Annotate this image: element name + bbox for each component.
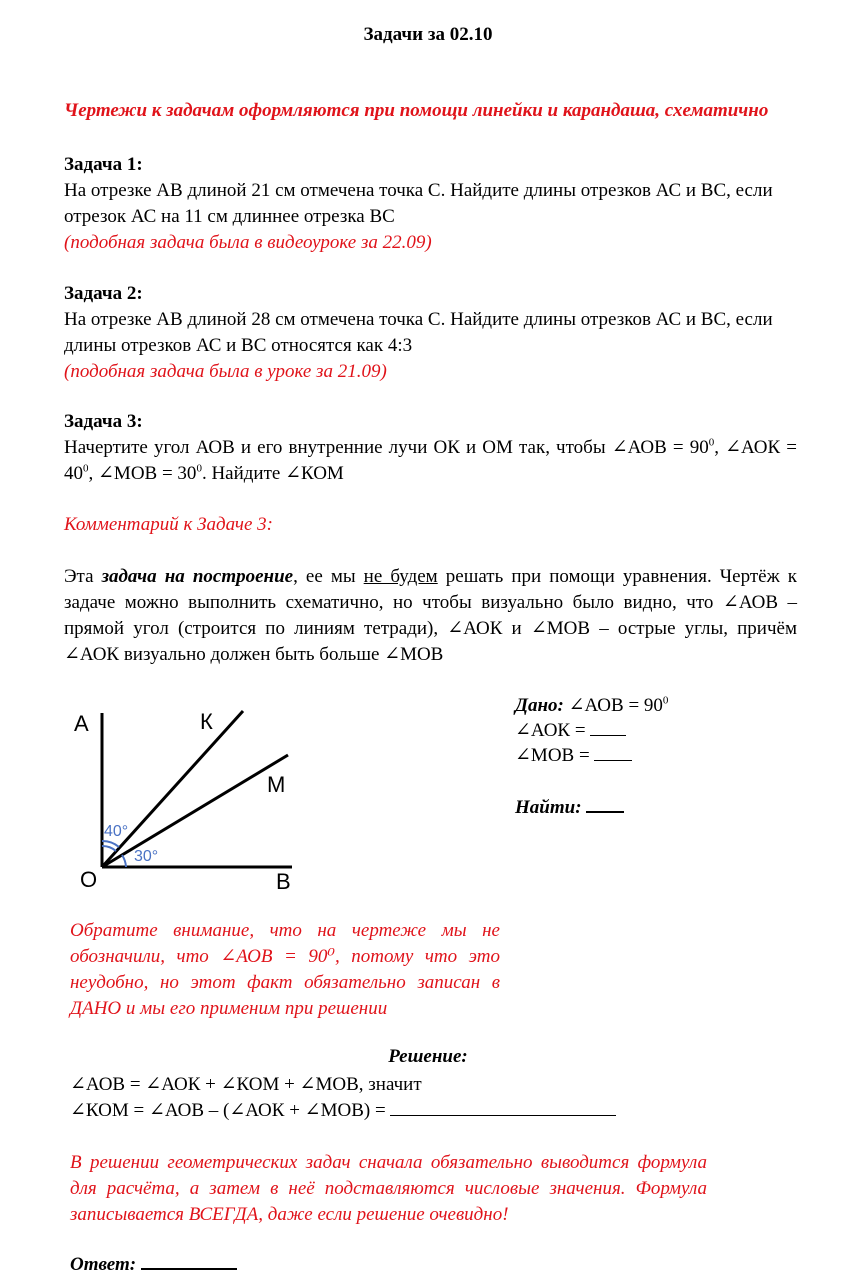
task-1-text: На отрезке АВ длиной 21 см отмечена точка С. Найдите длины отрезков АС и ВС, если отрезок АС на 11 см длиннее отрезка ВС [64,180,773,227]
ray-om [102,755,288,867]
label-b: В [276,869,291,894]
angle-mob-label: 30° [134,848,159,865]
task-1-heading: Задача 1: [64,154,143,175]
comment-heading: Комментарий к Задаче 3: [64,514,273,535]
task-2-text: На отрезке АВ длиной 28 см отмечена точка С. Найдите длины отрезков АС и ВС, если длины отрезков АС и ВС относятся как 4:3 [64,309,773,356]
task-3-text: Начертите угол АОВ и его внутренние лучи ОК и ОМ так, чтобы ∠АОВ = $90^0$, ∠АОК = $40^0$, ∠МОВ = $30^0$. Найдите ∠КОМ [64,436,797,484]
ray-ok [102,711,243,867]
angle-aok-label: 40° [104,823,129,840]
task-1-hint: (подобная задача была в видеоуроке за 22.09) [64,232,432,253]
label-m: М [267,772,286,797]
arc-aok-2 [102,846,116,851]
label-k: К [200,709,213,734]
task-2-heading: Задача 2: [64,283,143,304]
given-block [515,693,815,820]
drawing-instruction: Чертежи к задачам оформляются при помощи линейки и карандаша, схематично [64,100,769,121]
arc-mob [122,855,126,867]
solution-line-1: ∠АОВ = ∠АОК + ∠КОМ + ∠МОВ, значит [70,1074,422,1095]
formula-rule: В решении геометрических задач сначала обязательно выводится формула для расчёта, а затем в неё подставляются числовые значения. Формула записывается ВСЕГДА, даже если решение очевидно! [70,1152,707,1225]
label-o: О [80,867,98,892]
attention-note: Обратите внимание, что на чертеже мы не обозначили, что ∠АОВ = 90⁰, потому что это неудобно, но этот факт обязательно записан в ДАНО и мы его применим при решении [70,920,500,1019]
answer-line: Ответ: [70,1252,770,1278]
angle-diagram [60,695,320,905]
solution-heading: Решение: [388,1046,468,1067]
given-line-1: Дано: ∠АОВ = $90^0$ [515,694,669,716]
task-1 [64,152,797,256]
task-2 [64,281,797,385]
comment-text: Эта задача на построение, ее мы не будем решать при помощи уравнения. Чертёж к задаче можно выполнить схематично, но чтобы визуально было видно, что ∠АОВ – прямой угол (строится по линиям тетради), ∠АОК и ∠МОВ – острые углы, причём ∠АОК визуально должен быть больше ∠МОВ [64,566,797,665]
solution-body [70,1072,770,1124]
solution-line-2: ∠КОМ = ∠АОВ – (∠АОК + ∠МОВ) = [70,1098,770,1124]
page-title: Задачи за 02.10 [363,24,493,45]
given-line-2: ∠АОК = [515,718,815,743]
label-a: А [74,711,89,736]
task-3-heading: Задача 3: [64,411,143,432]
task-2-hint: (подобная задача была в уроке за 21.09) [64,361,387,382]
find-line: Найти: [515,795,815,820]
task-3 [64,409,797,487]
given-line-3: ∠МОВ = [515,743,815,768]
